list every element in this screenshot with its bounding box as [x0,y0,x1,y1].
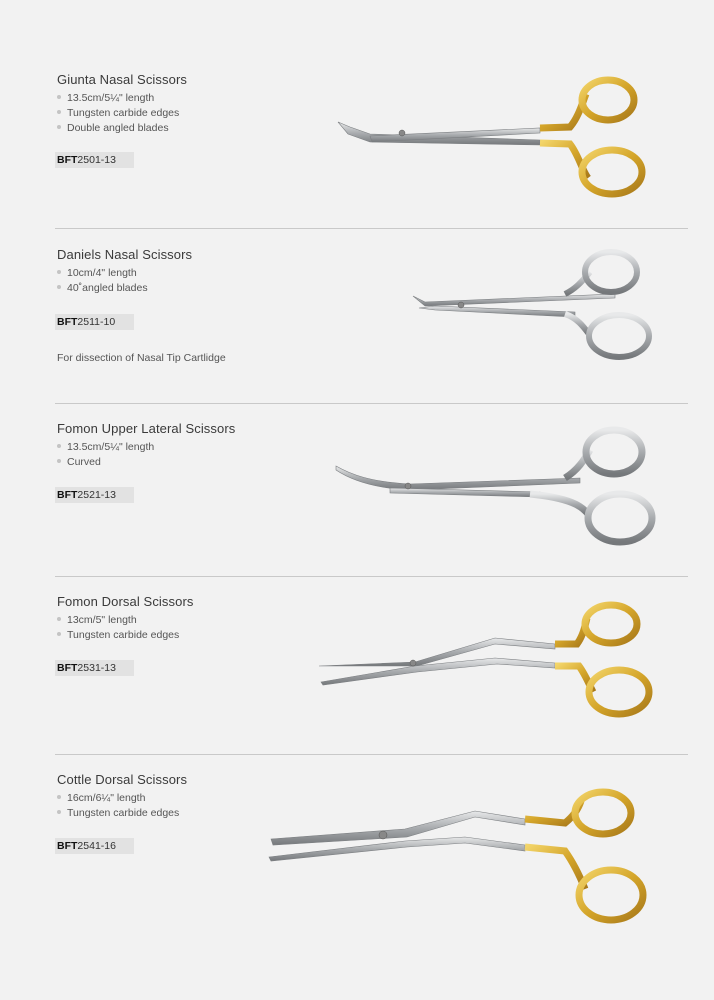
feature-item [57,806,179,821]
feature-list [57,791,179,821]
fomon-upper-lateral-scissors-image [330,420,670,555]
bullet-icon [57,125,61,129]
product-title: Fomon Upper Lateral Scissors [57,421,236,436]
section-divider [55,576,688,577]
product-title: Daniels Nasal Scissors [57,247,193,262]
code-prefix: BFT [57,662,78,674]
feature-text: 10cm/4" length [67,267,137,279]
product-code [55,660,134,676]
product-title: Cottle Dorsal Scissors [57,772,188,787]
feature-text: 13cm/5" length [67,614,137,626]
feature-item [57,121,179,136]
product-code [55,314,134,330]
code-number: 2541-16 [77,840,116,852]
feature-list [57,440,154,470]
bullet-icon [57,795,61,799]
section-divider [55,754,688,755]
code-number: 2521-13 [77,489,116,501]
code-prefix: BFT [57,489,78,501]
bullet-icon [57,95,61,99]
code-prefix: BFT [57,840,78,852]
feature-text: 13.5cm/5¼" length [67,441,155,453]
product-note: For dissection of Nasal Tip Cartlidge [57,352,226,364]
feature-text: Tungsten carbide edges [67,629,180,641]
product-code [55,838,134,854]
bullet-icon [57,617,61,621]
daniels-scissors-image [405,244,665,369]
product-code [55,487,134,503]
giunta-scissors-image [330,72,670,207]
fomon-dorsal-scissors-image [315,600,665,735]
feature-text: 13.5cm/5¼" length [67,92,155,104]
product-title: Fomon Dorsal Scissors [57,594,194,609]
feature-item [57,281,148,296]
feature-text: 40˚angled blades [67,282,148,294]
bullet-icon [57,810,61,814]
code-prefix: BFT [57,154,78,166]
bullet-icon [57,270,61,274]
feature-item [57,628,179,643]
feature-text: Tungsten carbide edges [67,107,180,119]
feature-list [57,91,179,136]
feature-item [57,613,179,628]
section-divider [55,228,688,229]
bullet-icon [57,285,61,289]
feature-item [57,455,154,470]
feature-item [57,91,179,106]
product-title: Giunta Nasal Scissors [57,72,187,87]
feature-item [57,791,179,806]
bullet-icon [57,444,61,448]
cottle-dorsal-scissors-image [265,785,665,945]
feature-text: Tungsten carbide edges [67,807,180,819]
bullet-icon [57,110,61,114]
code-prefix: BFT [57,316,78,328]
code-number: 2501-13 [77,154,116,166]
feature-text: Curved [67,456,101,468]
section-divider [55,403,688,404]
feature-text: 16cm/6¼" length [67,792,146,804]
product-code [55,152,134,168]
feature-text: Double angled blades [67,122,169,134]
bullet-icon [57,459,61,463]
code-number: 2511-10 [77,316,116,328]
feature-item [57,106,179,121]
feature-list [57,266,148,296]
feature-item [57,440,154,455]
feature-list [57,613,179,643]
bullet-icon [57,632,61,636]
feature-item [57,266,148,281]
code-number: 2531-13 [77,662,116,674]
